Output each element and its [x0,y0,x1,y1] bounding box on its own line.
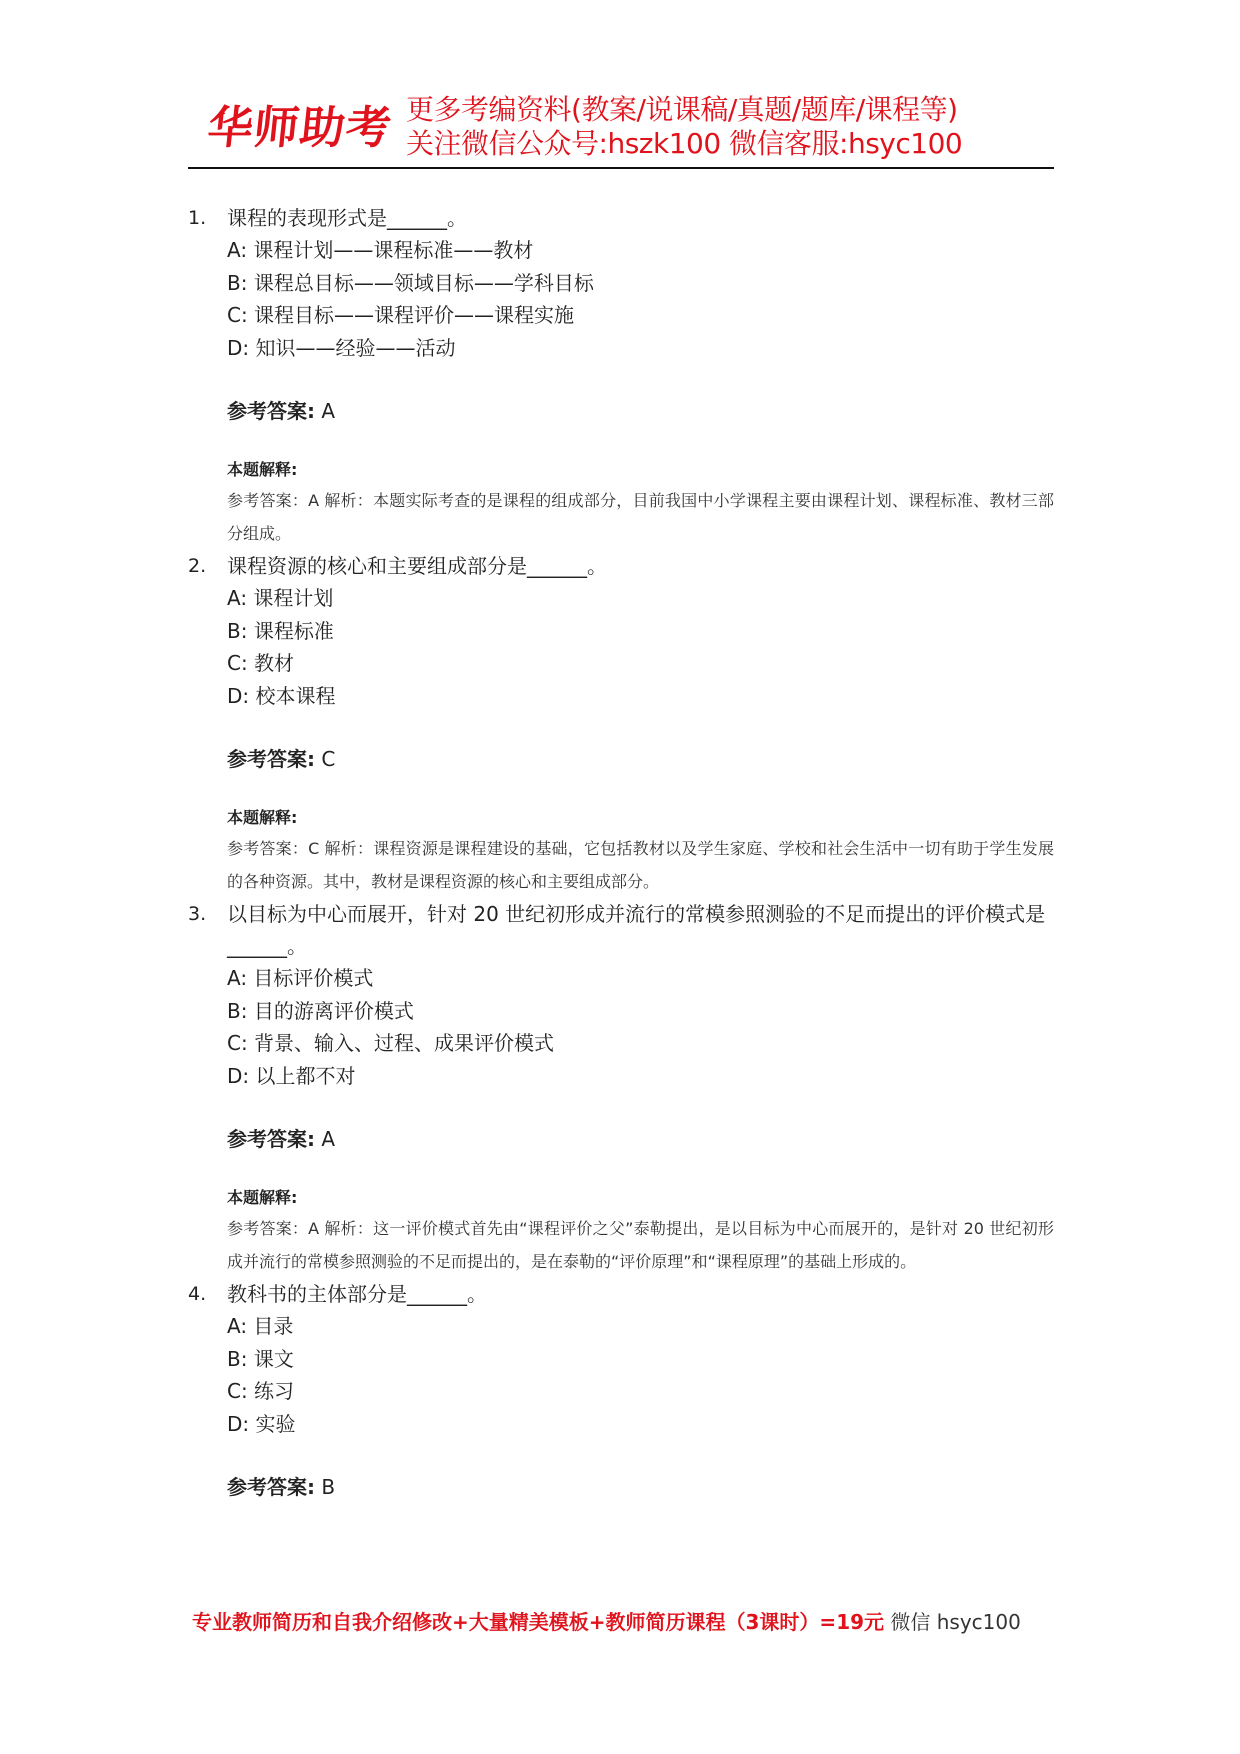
footer-promo: 专业教师简历和自我介绍修改+大量精美模板+教师简历课程（3课时）=19元 [192,1610,885,1634]
question-number: 1. [188,207,207,229]
option-a: A: 课程计划——课程标准——教材 [227,238,534,262]
option-c: C: 教材 [227,651,295,675]
explanation-title: 本题解释: [227,460,298,479]
question-number: 2. [188,555,207,577]
question-1 [188,202,1054,550]
answer-label: 参考答案: [227,747,315,771]
option-d: D: 知识——经验——活动 [227,335,456,360]
option-b: B: 课程标准 [227,618,334,643]
header-banner [205,92,1044,162]
answer [227,396,1054,426]
answer-value: B [315,1475,336,1499]
answer-value: A [315,399,336,423]
option-c: C: 练习 [227,1379,295,1403]
question-4 [188,1278,1054,1502]
answer-label: 参考答案: [227,1127,315,1151]
explanation-text: 参考答案：C 解析：课程资源是课程建设的基础，它包括教材以及学生家庭、学校和社会生活中一切有助于学生发展的各种资源。其中，教材是课程资源的核心和主要组成部分。 [227,839,1054,891]
question-text: 以目标为中心而展开，针对 20 世纪初形成并流行的常模参照测验的不足而提出的评价模式是______。 [227,902,1046,958]
option-d: D: 以上都不对 [227,1063,356,1088]
option-c: C: 课程目标——课程评价——课程实施 [227,303,575,327]
option-d: D: 校本课程 [227,683,336,708]
question-text: 课程的表现形式是______。 [227,206,467,230]
option-a: A: 目标评价模式 [227,966,374,990]
question-number: 4. [188,1283,207,1305]
answer [227,1124,1054,1154]
footer-ad [192,1607,1052,1637]
question-list [188,202,1054,1502]
explanation-text: 参考答案：A 解析：本题实际考查的是课程的组成部分，目前我国中小学课程主要由课程计划、课程标准、教材三部分组成。 [227,491,1054,543]
answer [227,1472,1054,1502]
answer-label: 参考答案: [227,1475,315,1499]
header-divider [188,167,1054,169]
footer-contact: 微信 hsyc100 [884,1610,1021,1634]
explanation-text: 参考答案：A 解析：这一评价模式首先由“课程评价之父”泰勒提出，是以目标为中心而展开的，是针对 20 世纪初形成并流行的常模参照测验的不足而提出的，是在泰勒的“评价原理”和“课程原理”的基础上形成的。 [227,1219,1054,1271]
slogan-line-1: 更多考编资料(教案/说课稿/真题/题库/课程等) [406,93,958,126]
answer-label: 参考答案: [227,399,315,423]
question-number: 3. [188,903,207,925]
option-c: C: 背景、输入、过程、成果评价模式 [227,1031,555,1055]
question-3 [188,898,1054,1278]
slogan-line-2: 关注微信公众号:hszk100 微信客服:hsyc100 [406,127,963,160]
option-a: A: 课程计划 [227,586,334,610]
answer-value: A [315,1127,336,1151]
question-text: 课程资源的核心和主要组成部分是______。 [227,554,607,578]
option-d: D: 实验 [227,1411,296,1436]
option-b: B: 课文 [227,1346,294,1371]
slogan [406,93,962,161]
explanation-title: 本题解释: [227,1188,298,1207]
option-b: B: 目的游离评价模式 [227,998,414,1023]
option-b: B: 课程总目标——领域目标——学科目标 [227,270,594,295]
answer-value: C [315,747,336,771]
brand-logo: 华师助考 [205,100,395,154]
explanation-title: 本题解释: [227,808,298,827]
question-2 [188,550,1054,898]
answer [227,744,1054,774]
option-a: A: 目录 [227,1314,294,1338]
question-text: 教科书的主体部分是______。 [227,1282,487,1306]
